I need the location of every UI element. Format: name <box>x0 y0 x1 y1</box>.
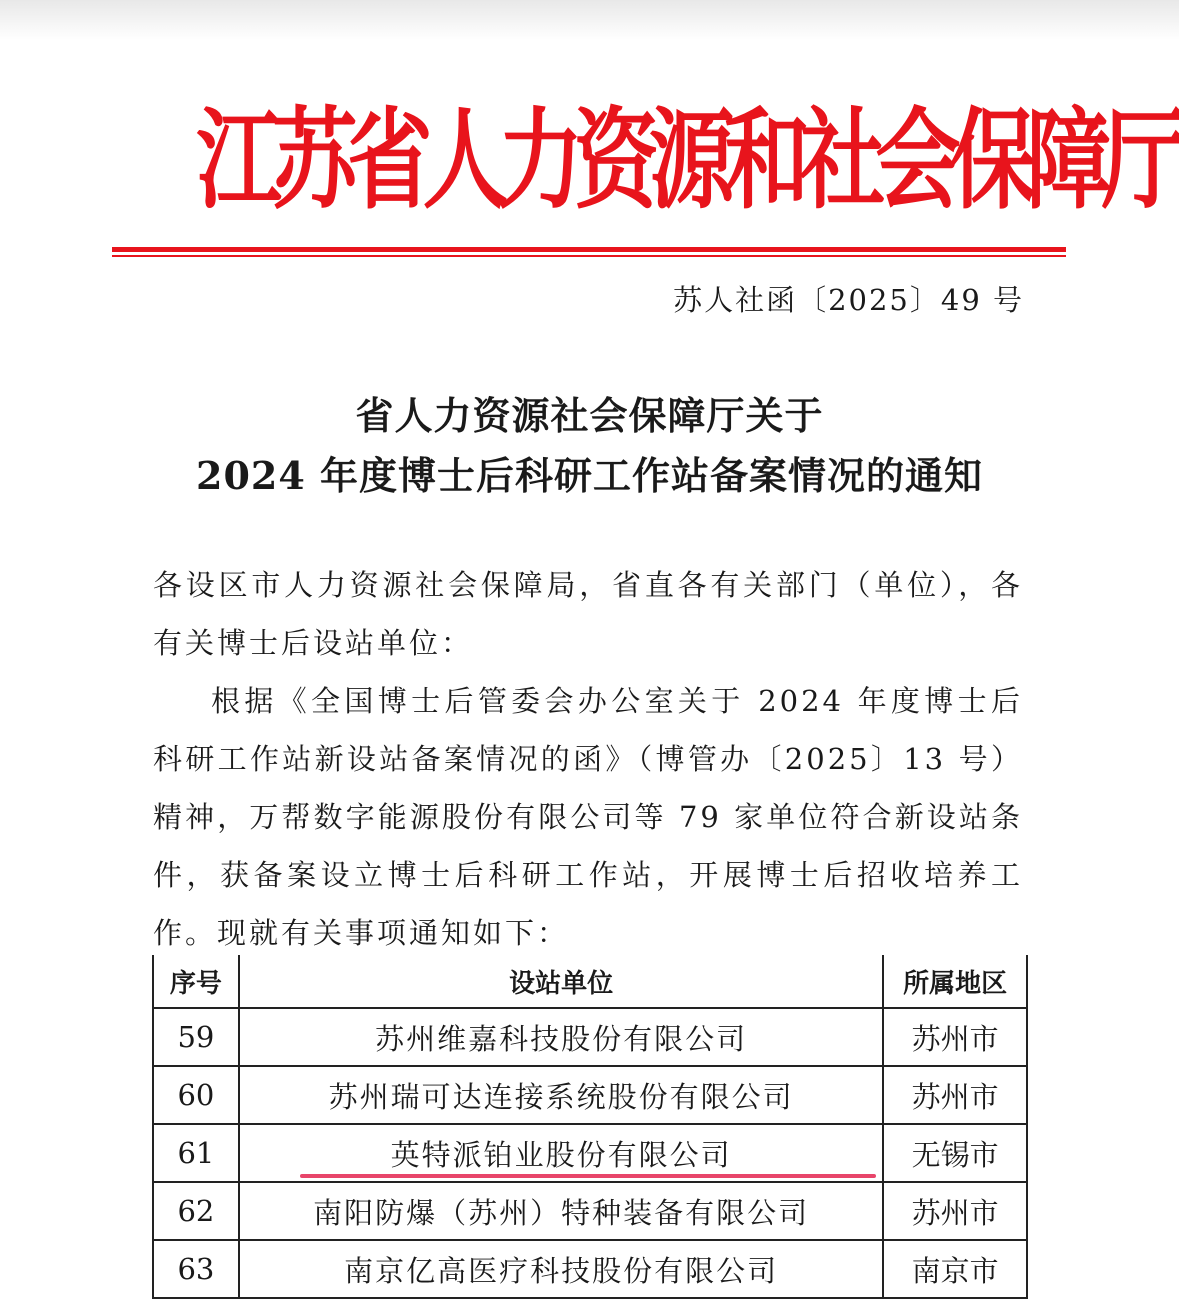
letterhead-red-rule-thin <box>112 255 1066 257</box>
row-unit: 南阳防爆（苏州）特种装备有限公司 <box>239 1182 883 1240</box>
page-top-shadow <box>0 0 1179 40</box>
table-row <box>153 1182 1027 1240</box>
table-row <box>153 1008 1027 1066</box>
salutation-text: 各设区市人力资源社会保障局，省直各有关部门（单位），各有关博士后设站单位： <box>153 568 1023 660</box>
body-paragraph: 根据《全国博士后管委会办公室关于 2024 年度博士后科研工作站新设站备案情况的函》（博管办〔2025〕13 号）精神，万帮数字能源股份有限公司等 79 家单位符合新设站条件，获备案设立博士后科研工作站，开展博士后招收培养工作。现就有关事项通知如下： <box>153 684 1023 950</box>
letterhead-red-rule-thick <box>112 247 1066 252</box>
document-number: 苏人社函〔2025〕49 号 <box>673 283 1024 317</box>
highlight-underline-mark <box>300 1174 876 1178</box>
notice-title-line2: 2024 年度博士后科研工作站备案情况的通知 <box>196 453 983 498</box>
row-region: 苏州市 <box>883 1066 1027 1124</box>
header-region: 所属地区 <box>883 955 1027 1008</box>
row-unit-text: 英特派铂业股份有限公司 <box>390 1137 732 1172</box>
row-unit: 南京亿高医疗科技股份有限公司 <box>239 1240 883 1298</box>
row-region: 无锡市 <box>883 1124 1027 1182</box>
row-unit: 苏州维嘉科技股份有限公司 <box>239 1008 883 1066</box>
table-header-row <box>153 955 1027 1008</box>
row-index: 60 <box>153 1066 239 1124</box>
header-unit: 设站单位 <box>239 955 883 1008</box>
row-index: 59 <box>153 1008 239 1066</box>
row-index: 63 <box>153 1240 239 1298</box>
notice-title-line1: 省人力资源社会保障厅关于 <box>355 393 824 438</box>
row-region: 南京市 <box>883 1240 1027 1298</box>
row-index: 61 <box>153 1124 239 1182</box>
agency-letterhead-title: 江苏省人力资源和社会保障厅 <box>196 95 1178 225</box>
table-row <box>153 1240 1027 1298</box>
header-index: 序号 <box>153 955 239 1008</box>
row-index: 62 <box>153 1182 239 1240</box>
row-region: 苏州市 <box>883 1182 1027 1240</box>
row-unit-highlighted <box>239 1124 883 1182</box>
table-row <box>153 1066 1027 1124</box>
table-row-highlighted <box>153 1124 1027 1182</box>
row-region: 苏州市 <box>883 1008 1027 1066</box>
station-table <box>152 955 1028 1299</box>
row-unit: 苏州瑞可达连接系统股份有限公司 <box>239 1066 883 1124</box>
